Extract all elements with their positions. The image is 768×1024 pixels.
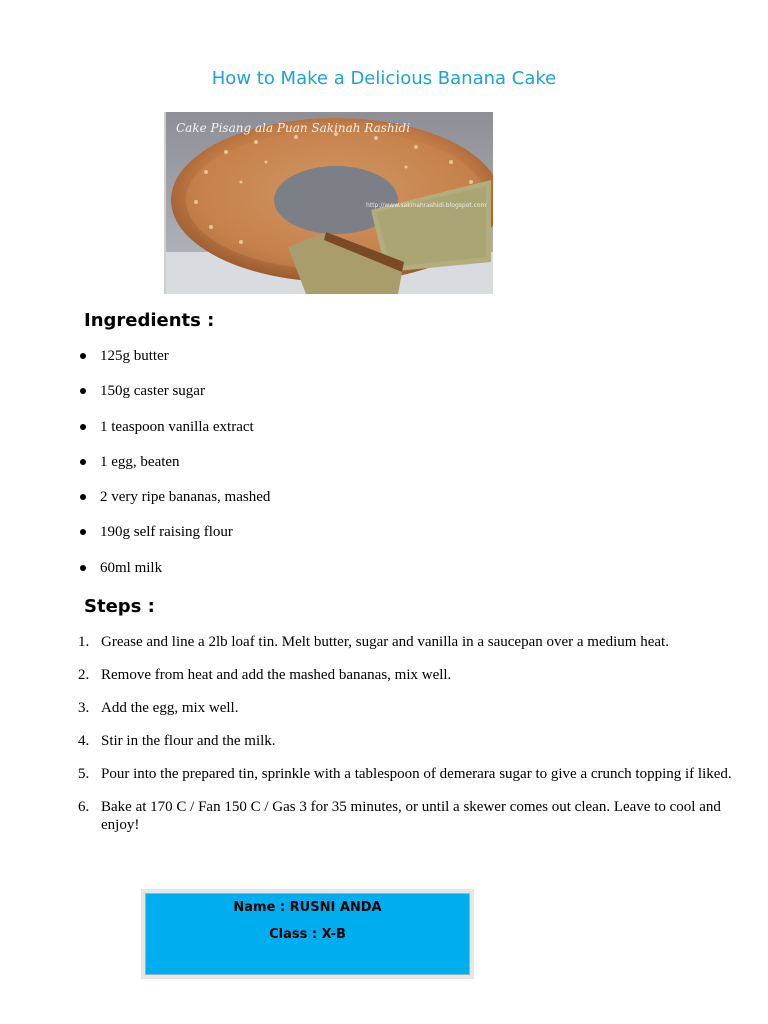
steps-list	[76, 633, 736, 849]
step-item	[76, 765, 736, 783]
photo-caption: Cake Pisang ala Puan Sakinah Rashidi	[176, 121, 411, 135]
list-item: 190g self raising flour	[76, 522, 270, 557]
step-text: Bake at 170 C / Fan 150 C / Gas 3 for 35 minutes, or until a skewer comes out clean. Leave to cool and enjoy!	[101, 799, 721, 833]
step-number: 3.	[78, 700, 90, 716]
list-item: 1 egg, beaten	[76, 452, 270, 487]
step-text: Pour into the prepared tin, sprinkle with a tablespoon of demerara sugar to give a crunch topping if liked.	[101, 766, 732, 782]
step-text: Grease and line a 2lb loaf tin. Melt butter, sugar and vanilla in a saucepan over a medium heat.	[101, 634, 669, 650]
steps-heading: Steps :	[84, 596, 155, 617]
step-text: Add the egg, mix well.	[101, 700, 239, 716]
name-box	[141, 889, 474, 979]
step-number: 6.	[78, 799, 90, 815]
student-name: Name : RUSNI ANDA	[233, 900, 382, 915]
list-item: 2 very ripe bananas, mashed	[76, 487, 270, 522]
list-item: 60ml milk	[76, 558, 270, 593]
ingredients-list	[76, 346, 270, 593]
page-title: How to Make a Delicious Banana Cake	[211, 68, 557, 89]
name-box-inner	[145, 893, 470, 975]
step-text: Stir in the flour and the milk.	[101, 733, 276, 749]
step-number: 2.	[78, 667, 90, 683]
step-text: Remove from heat and add the mashed bananas, mix well.	[101, 667, 452, 683]
list-item: 1 teaspoon vanilla extract	[76, 417, 270, 452]
ingredients-heading: Ingredients :	[84, 310, 215, 331]
list-item: 150g caster sugar	[76, 381, 270, 416]
step-item	[76, 666, 736, 684]
step-number: 1.	[78, 634, 90, 650]
step-item	[76, 798, 736, 834]
student-class: Class : X-B	[269, 927, 346, 942]
step-item	[76, 699, 736, 717]
photo-watermark: http://www.sakinahrashidi.blogspot.com	[366, 202, 487, 209]
banana-cake-photo	[164, 112, 493, 294]
step-number: 5.	[78, 766, 90, 782]
step-item	[76, 633, 736, 651]
step-item	[76, 732, 736, 750]
list-item: 125g butter	[76, 346, 270, 381]
step-number: 4.	[78, 733, 90, 749]
